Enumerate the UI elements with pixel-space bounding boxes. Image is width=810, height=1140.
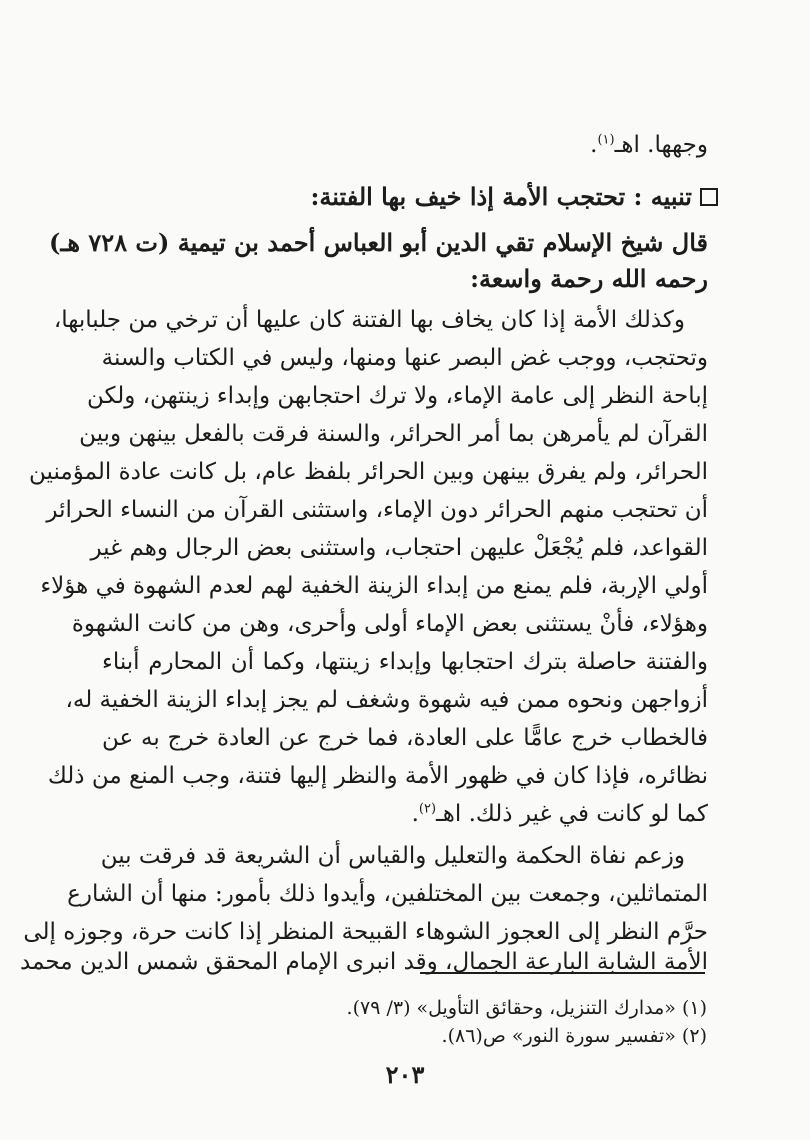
- paragraph2-line: الأمة الشابة البارعة الجمال، وقد انبرى الإمام المحقق شمس الدين محمد: [20, 949, 708, 975]
- continuation-end: .: [590, 132, 598, 158]
- continuation-line: [590, 130, 708, 160]
- paragraph1-line: أن تحتجب منهم الحرائر دون الإماء، واستثنى القرآن من النساء الحرائر: [46, 497, 708, 523]
- paragraph1-line: نظائره، فإذا كان في ظهور الأمة والنظر إليها فتنة، وجب المنع من ذلك: [47, 763, 708, 789]
- paragraph1-line: وتحتجب، ووجب غض البصر عنها ومنها، وليس في الكتاب والسنة: [101, 345, 708, 371]
- quote-intro-line-1: قال شيخ الإسلام تقي الدين أبو العباس أحمد بن تيمية (ت ٧٢٨ هـ): [49, 228, 708, 257]
- paragraph1-line: فالخطاب خرج عامًّا على العادة، فما خرج عن العادة خرج به عن: [102, 725, 708, 751]
- paragraph1-line: أزواجهن ونحوه ممن فيه شهوة وشغف لم يجز إبداء الزينة الخفية له،: [65, 687, 708, 713]
- footnote-divider: [420, 972, 705, 974]
- section-heading: [310, 182, 718, 212]
- footnote-1: (١) «مدارك التنزيل، وحقائق التأويل» (٣/ ٧٩).: [346, 997, 707, 1019]
- paragraph1-last-end: .: [411, 801, 419, 827]
- paragraph2-line: حرَّم النظر إلى العجوز الشوهاء القبيحة المنظر إذا كانت حرة، وجوزه إلى: [23, 919, 708, 945]
- section-heading-text: تنبيه : تحتجب الأمة إذا خيف بها الفتنة:: [310, 182, 692, 211]
- paragraph1-line: والفتنة حاصلة بترك احتجابها وإبداء زينتها، وكما أن المحارم أبناء: [102, 649, 708, 675]
- paragraph1-last-text: كما لو كانت في غير ذلك. اهـ: [436, 801, 708, 827]
- paragraph1-line: وكذلك الأمة إذا كان يخاف بها الفتنة كان عليها أن ترخي من جلبابها،: [53, 307, 685, 333]
- paragraph1-line: الحرائر، ولم يفرق بينهن وبين الحرائر بلفظ عام، بل كانت عادة المؤمنين: [29, 459, 708, 485]
- paragraph1-line: إباحة النظر إلى عامة الإماء، ولا ترك احتجابهن وإبداء زينتهن، ولكن: [87, 383, 708, 409]
- paragraph1-last-line: [412, 799, 708, 829]
- paragraph1-line: وهؤلاء، فأنْ يستثنى بعض الإماء أولى وأحرى، وهن من كانت الشهوة: [71, 611, 708, 637]
- square-bullet-icon: [700, 188, 718, 206]
- paragraph1-line: أولي الإربة، فلم يمنع من إبداء الزينة الخفية لهم لعدم الشهوة في هؤلاء: [40, 573, 708, 599]
- paragraph1-line: القواعد، فلم يُجْعَلْ عليهن احتجاب، واستثنى بعض الرجال وهم غير: [90, 535, 708, 561]
- footnote-2: (٢) «تفسير سورة النور» ص(٨٦).: [441, 1025, 707, 1047]
- footnote-ref-2: (٢): [418, 801, 437, 817]
- continuation-text: وجهها. اهـ: [614, 132, 708, 158]
- paragraph2-line: وزعم نفاة الحكمة والتعليل والقياس أن الشريعة قد فرقت بين: [100, 843, 685, 869]
- quote-intro-line-2: رحمه الله رحمة واسعة:: [470, 264, 708, 293]
- paragraph2-line: المتماثلين، وجمعت بين المختلفين، وأيدوا ذلك بأمور: منها أن الشارع: [67, 881, 708, 907]
- page-number: ٢٠٣: [385, 1060, 425, 1089]
- paragraph1-line: القرآن لم يأمرهن بما أمر الحرائر، والسنة فرقت بالفعل بينهن وبين: [79, 421, 708, 447]
- footnote-ref-1: (١): [597, 132, 615, 148]
